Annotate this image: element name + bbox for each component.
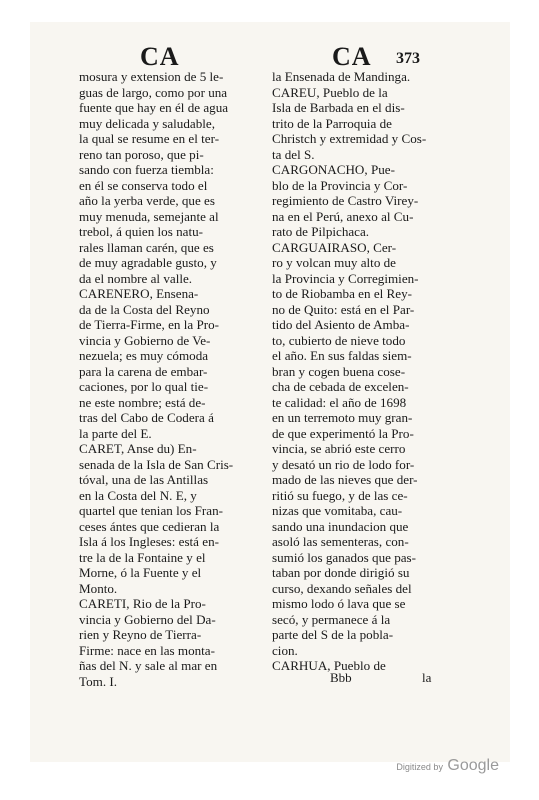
text-line: no de Quito: está en el Par- [272, 301, 415, 317]
text-line: sando con fuerza tiembla: [79, 162, 214, 177]
text-line: da de la Costa del Reyno [79, 301, 210, 317]
text-line: sando una inundacion que [272, 518, 409, 534]
digitization-watermark [396, 757, 499, 775]
text-line: guas de largo, como por una [79, 84, 228, 100]
text-line: reno tan poroso, que pi- [79, 146, 204, 162]
text-line: Christch y extremidad y Cos- [272, 131, 427, 146]
text-line: la Ensenada de Mandinga. [272, 69, 411, 84]
text-line: quartel que tenian los Fran- [79, 503, 223, 518]
text-line: to, cubierto de nieve todo [272, 332, 406, 348]
text-line: tras del Cabo de Codera á [79, 410, 214, 425]
text-line: mado de las nieves que der- [272, 472, 418, 487]
text-line: trebol, á quien los natu- [79, 224, 203, 239]
text-line: cion. [272, 642, 298, 658]
text-line: secó, y permanece á la [272, 611, 391, 627]
text-line: muy menuda, semejante al [79, 208, 219, 224]
catchword: la [422, 670, 432, 685]
text-line: cha de cebada de excelen- [272, 379, 409, 394]
text-line: ceses ántes que cedieran la [79, 518, 220, 534]
text-line: CAREU, Pueblo de la [272, 84, 388, 100]
text-line: y desató un rio de lodo for- [272, 456, 415, 472]
text-line: asoló las sementeras, con- [272, 534, 409, 549]
text-line: tre la de la Fontaine y el [79, 549, 206, 565]
page-number: 373 [396, 50, 420, 67]
text-line: de muy agradable gusto, y [79, 255, 217, 270]
text-line: para la carena de embar- [79, 363, 208, 379]
text-line: caciones, por lo qual tie- [79, 379, 209, 394]
text-line: vincia y Gobierno del Da- [79, 611, 216, 627]
text-line: la parte del E. [79, 425, 152, 441]
text-line: en la Costa del N. E, y [79, 487, 197, 503]
text-line: muy delicada y saludable, [79, 115, 215, 131]
right-column [272, 69, 447, 674]
text-line: vincia y Gobierno de Ve- [79, 332, 211, 348]
text-line: CARETI, Rio de la Pro- [79, 596, 206, 611]
running-head-left: CA [140, 42, 180, 71]
text-line: mosura y extension de 5 le- [79, 69, 224, 84]
text-line: da el nombre al valle. [79, 270, 193, 286]
text-line: to de Riobamba en el Rey- [272, 286, 412, 301]
text-line: la qual se resume en el ter- [79, 131, 220, 146]
text-line: mismo lodo ó lava que se [272, 596, 406, 611]
text-line: rato de Pilpichaca. [272, 224, 370, 239]
signature-mark: Bbb [330, 670, 352, 685]
text-line: CARGUAIRASO, Cer- [272, 239, 397, 255]
digitized-by-label: Digitized by [396, 762, 443, 772]
text-line: fuente que hay en él de agua [79, 100, 229, 115]
text-line: CARGONACHO, Pue- [272, 162, 395, 177]
text-line: blo de la Provincia y Cor- [272, 177, 408, 193]
text-line: taban por donde dirigió su [272, 565, 410, 580]
text-line: parte del S de la pobla- [272, 627, 394, 642]
text-line: el año. En sus faldas siem- [272, 348, 412, 363]
text-line: vincia, se abrió este cerro [272, 441, 406, 456]
text-line: curso, dexando señales del [272, 580, 412, 596]
text-line: ta del S. [272, 146, 315, 162]
text-line: ñas del N. y sale al mar en [79, 658, 218, 673]
text-line: ne este nombre; está de- [79, 394, 206, 410]
text-line: CARHUA, Pueblo de [272, 658, 386, 673]
text-line: te calidad: el año de 1698 [272, 394, 407, 410]
text-line: año la yerba verde, que es [79, 193, 215, 208]
text-line: rales llaman carén, que es [79, 239, 214, 255]
text-line: en él se conserva todo el [79, 177, 208, 193]
text-line: Firme: nace en las monta- [79, 642, 215, 658]
running-head-right: CA [332, 42, 372, 71]
text-line: sumió los ganados que pas- [272, 549, 417, 565]
text-line: Tom. I. [79, 673, 117, 689]
text-line: Morne, ó la Fuente y el [79, 565, 202, 580]
text-line: Isla á los Ingleses: está en- [79, 534, 219, 549]
text-line: tóval, una de las Antillas [79, 472, 209, 487]
text-line: ritió su fuego, y de las ce- [272, 487, 408, 503]
google-wordmark: Google [447, 757, 499, 774]
text-line: senada de la Isla de San Cris- [79, 456, 234, 472]
text-line: nezuela; es muy cómoda [79, 348, 209, 363]
text-line: na en el Perú, anexo al Cu- [272, 208, 414, 224]
text-line: regimiento de Castro Virey- [272, 193, 419, 208]
catchwords [272, 670, 447, 688]
text-line: la Provincia y Corregimien- [272, 270, 419, 286]
text-line: rien y Reyno de Tierra- [79, 627, 202, 642]
text-line: CARENERO, Ensena- [79, 286, 199, 301]
text-line: nizas que vomitaba, cau- [272, 503, 403, 518]
text-line: Monto. [79, 580, 118, 596]
text-line: de Tierra-Firme, en la Pro- [79, 317, 220, 332]
text-line: tido del Asiento de Amba- [272, 317, 410, 332]
text-line: trito de la Parroquia de [272, 115, 392, 131]
text-line: ro y volcan muy alto de [272, 255, 396, 270]
text-line: CARET, Anse du) En- [79, 441, 197, 456]
text-line: Isla de Barbada en el dis- [272, 100, 405, 115]
book-page [30, 22, 510, 762]
text-line: en un terremoto muy gran- [272, 410, 413, 425]
text-line: bran y cogen buena cose- [272, 363, 406, 379]
left-column [79, 69, 264, 689]
text-line: de que experimentó la Pro- [272, 425, 414, 441]
